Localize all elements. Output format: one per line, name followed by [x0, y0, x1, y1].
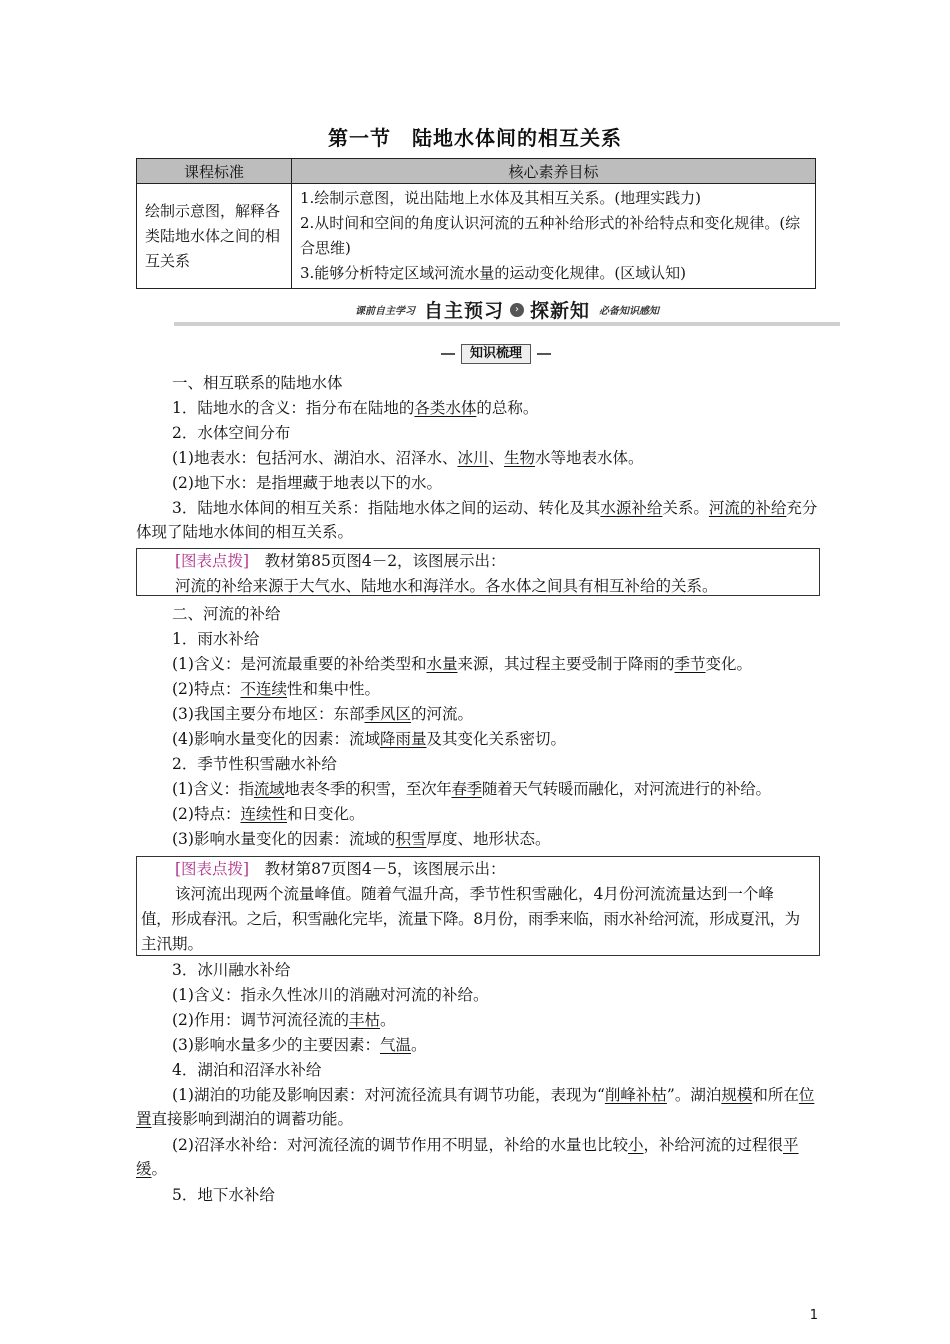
answer-blank: 春季 — [451, 780, 482, 798]
answer-blank: 连续性 — [240, 805, 287, 823]
table-header-goals: 核心素养目标 — [292, 159, 816, 184]
badge-label: 知识梳理 — [461, 344, 531, 364]
answer-blank: 生物 — [504, 449, 536, 467]
figure-note-box: [图表点拨] 教材第87页图4－5，该图展示出： 该河流出现两个流量峰值。随着气温升高，季节性积雪融化，4月份河流流量达到一个峰 值，形成春汛。之后，积雪融化完毕，流量下降。8月份，雨季来临，雨水补给河流，形成夏汛，为 主汛期。 — [136, 856, 820, 956]
section-heading: 二、河流的补给 — [172, 605, 281, 623]
paragraph: 4．湖泊和沼泽水补给 — [172, 1061, 322, 1079]
answer-blank: 季风区 — [364, 705, 411, 723]
paragraph: 1．陆地水的含义：指分布在陆地的各类水体的总称。 — [172, 399, 539, 417]
paragraph: (1)含义：指永久性冰川的消融对河流的补给。 — [172, 986, 489, 1004]
answer-blank: 各类水体 — [414, 399, 477, 417]
table-cell-standard: 绘制示意图，解释各类陆地水体之间的相互关系 — [137, 184, 292, 289]
section-banner — [174, 296, 840, 326]
paragraph: 5．地下水补给 — [172, 1186, 275, 1204]
section-heading: 一、相互联系的陆地水体 — [172, 374, 343, 392]
answer-blank: 规模 — [721, 1086, 753, 1104]
paragraph: (2)特点：不连续性和集中性。 — [172, 680, 380, 698]
answer-blank: 气温 — [379, 1036, 411, 1054]
goal-item: 3.能够分析特定区域河流水量的运动变化规律。(区域认知) — [300, 264, 687, 282]
paragraph: (1)含义：指流域地表冬季的积雪，至次年春季随着天气转暖而融化，对河流进行的补给。 — [172, 780, 771, 798]
banner-right-label: 必备知识感知 — [598, 306, 659, 317]
paragraph: (3)影响水量多少的主要因素：气温。 — [172, 1036, 427, 1054]
answer-blank: 小 — [627, 1136, 644, 1154]
answer-blank: 积雪 — [395, 830, 427, 848]
table-header-standard: 课程标准 — [137, 159, 292, 184]
section-badge — [441, 344, 551, 364]
goal-item: 2.从时间和空间的角度认识河流的五种补给形式的补给特点和变化规律。(综合思维) — [300, 214, 801, 257]
answer-blank: 冰川 — [457, 449, 489, 467]
banner-left-label: 课前自主学习 — [355, 306, 416, 317]
paragraph: (2)特点：连续性和日变化。 — [172, 805, 365, 823]
answer-blank: 河流的补给 — [708, 499, 787, 517]
answer-blank: 水源补给 — [600, 499, 663, 517]
paragraph: (3)我国主要分布地区：东部季风区的河流。 — [172, 705, 473, 723]
standards-table — [136, 158, 816, 289]
paragraph: 2．水体空间分布 — [172, 424, 291, 442]
answer-blank: 平缓 — [136, 1136, 799, 1178]
badge-rule-left — [441, 353, 455, 355]
paragraph: 3．陆地水体间的相互关系：指陆地水体之间的运动、转化及其水源补给关系。河流的补给充分体现了陆地水体间的相互关系。 — [136, 499, 818, 541]
answer-blank: 流域 — [253, 780, 285, 798]
answer-blank: 水量 — [426, 655, 458, 673]
chevron-right-icon: › — [510, 303, 524, 317]
paragraph: (1)含义：是河流最重要的补给类型和水量来源，其过程主要受制于降雨的季节变化。 — [172, 655, 753, 673]
goal-item: 1.绘制示意图，说出陆地上水体及其相互关系。(地理实践力) — [300, 189, 702, 207]
paragraph: (2)沼泽水补给：对河流径流的调节作用不明显，补给的水量也比较小，补给河流的过程很平缓。 — [136, 1136, 799, 1178]
answer-blank: 降雨量 — [379, 730, 427, 748]
paragraph: 1．雨水补给 — [172, 630, 260, 648]
paragraph: 2．季节性积雪融水补给 — [172, 755, 337, 773]
note-tag: [图表点拨] — [175, 860, 250, 878]
answer-blank: 削峰补枯 — [604, 1086, 667, 1104]
paragraph: (1)湖泊的功能及影响因素：对河流径流具有调节功能，表现为“削峰补枯”。湖泊规模和所在位置直接影响到湖泊的调蓄功能。 — [136, 1086, 815, 1128]
answer-blank: 位置 — [136, 1086, 815, 1128]
paragraph: 3．冰川融水补给 — [172, 961, 291, 979]
answer-blank: 不连续 — [240, 680, 287, 698]
note-tag: [图表点拨] — [175, 552, 250, 570]
paragraph: (4)影响水量变化的因素：流域降雨量及其变化关系密切。 — [172, 730, 566, 748]
banner-title-1: 自主预习 — [423, 300, 504, 322]
answer-blank: 丰枯 — [348, 1011, 380, 1029]
paragraph: (2)作用：调节河流径流的丰枯。 — [172, 1011, 396, 1029]
paragraph: (2)地下水：是指埋藏于地表以下的水。 — [172, 474, 442, 492]
figure-note-box: [图表点拨] 教材第85页图4－2，该图展示出： 河流的补给来源于大气水、陆地水和海洋水。各水体之间具有相互补给的关系。 — [136, 548, 820, 596]
banner-title-2: 探新知 — [530, 300, 591, 322]
paragraph: (3)影响水量变化的因素：流域的积雪厚度、地形状态。 — [172, 830, 551, 848]
table-cell-goals — [292, 184, 816, 289]
paragraph: (1)地表水：包括河水、湖泊水、沼泽水、冰川、生物水等地表水体。 — [172, 449, 644, 467]
badge-rule-right — [537, 353, 551, 355]
page-number: 1 — [809, 1308, 818, 1323]
page-title: 第一节 陆地水体间的相互关系 — [328, 126, 622, 150]
answer-blank: 季节 — [674, 655, 706, 673]
